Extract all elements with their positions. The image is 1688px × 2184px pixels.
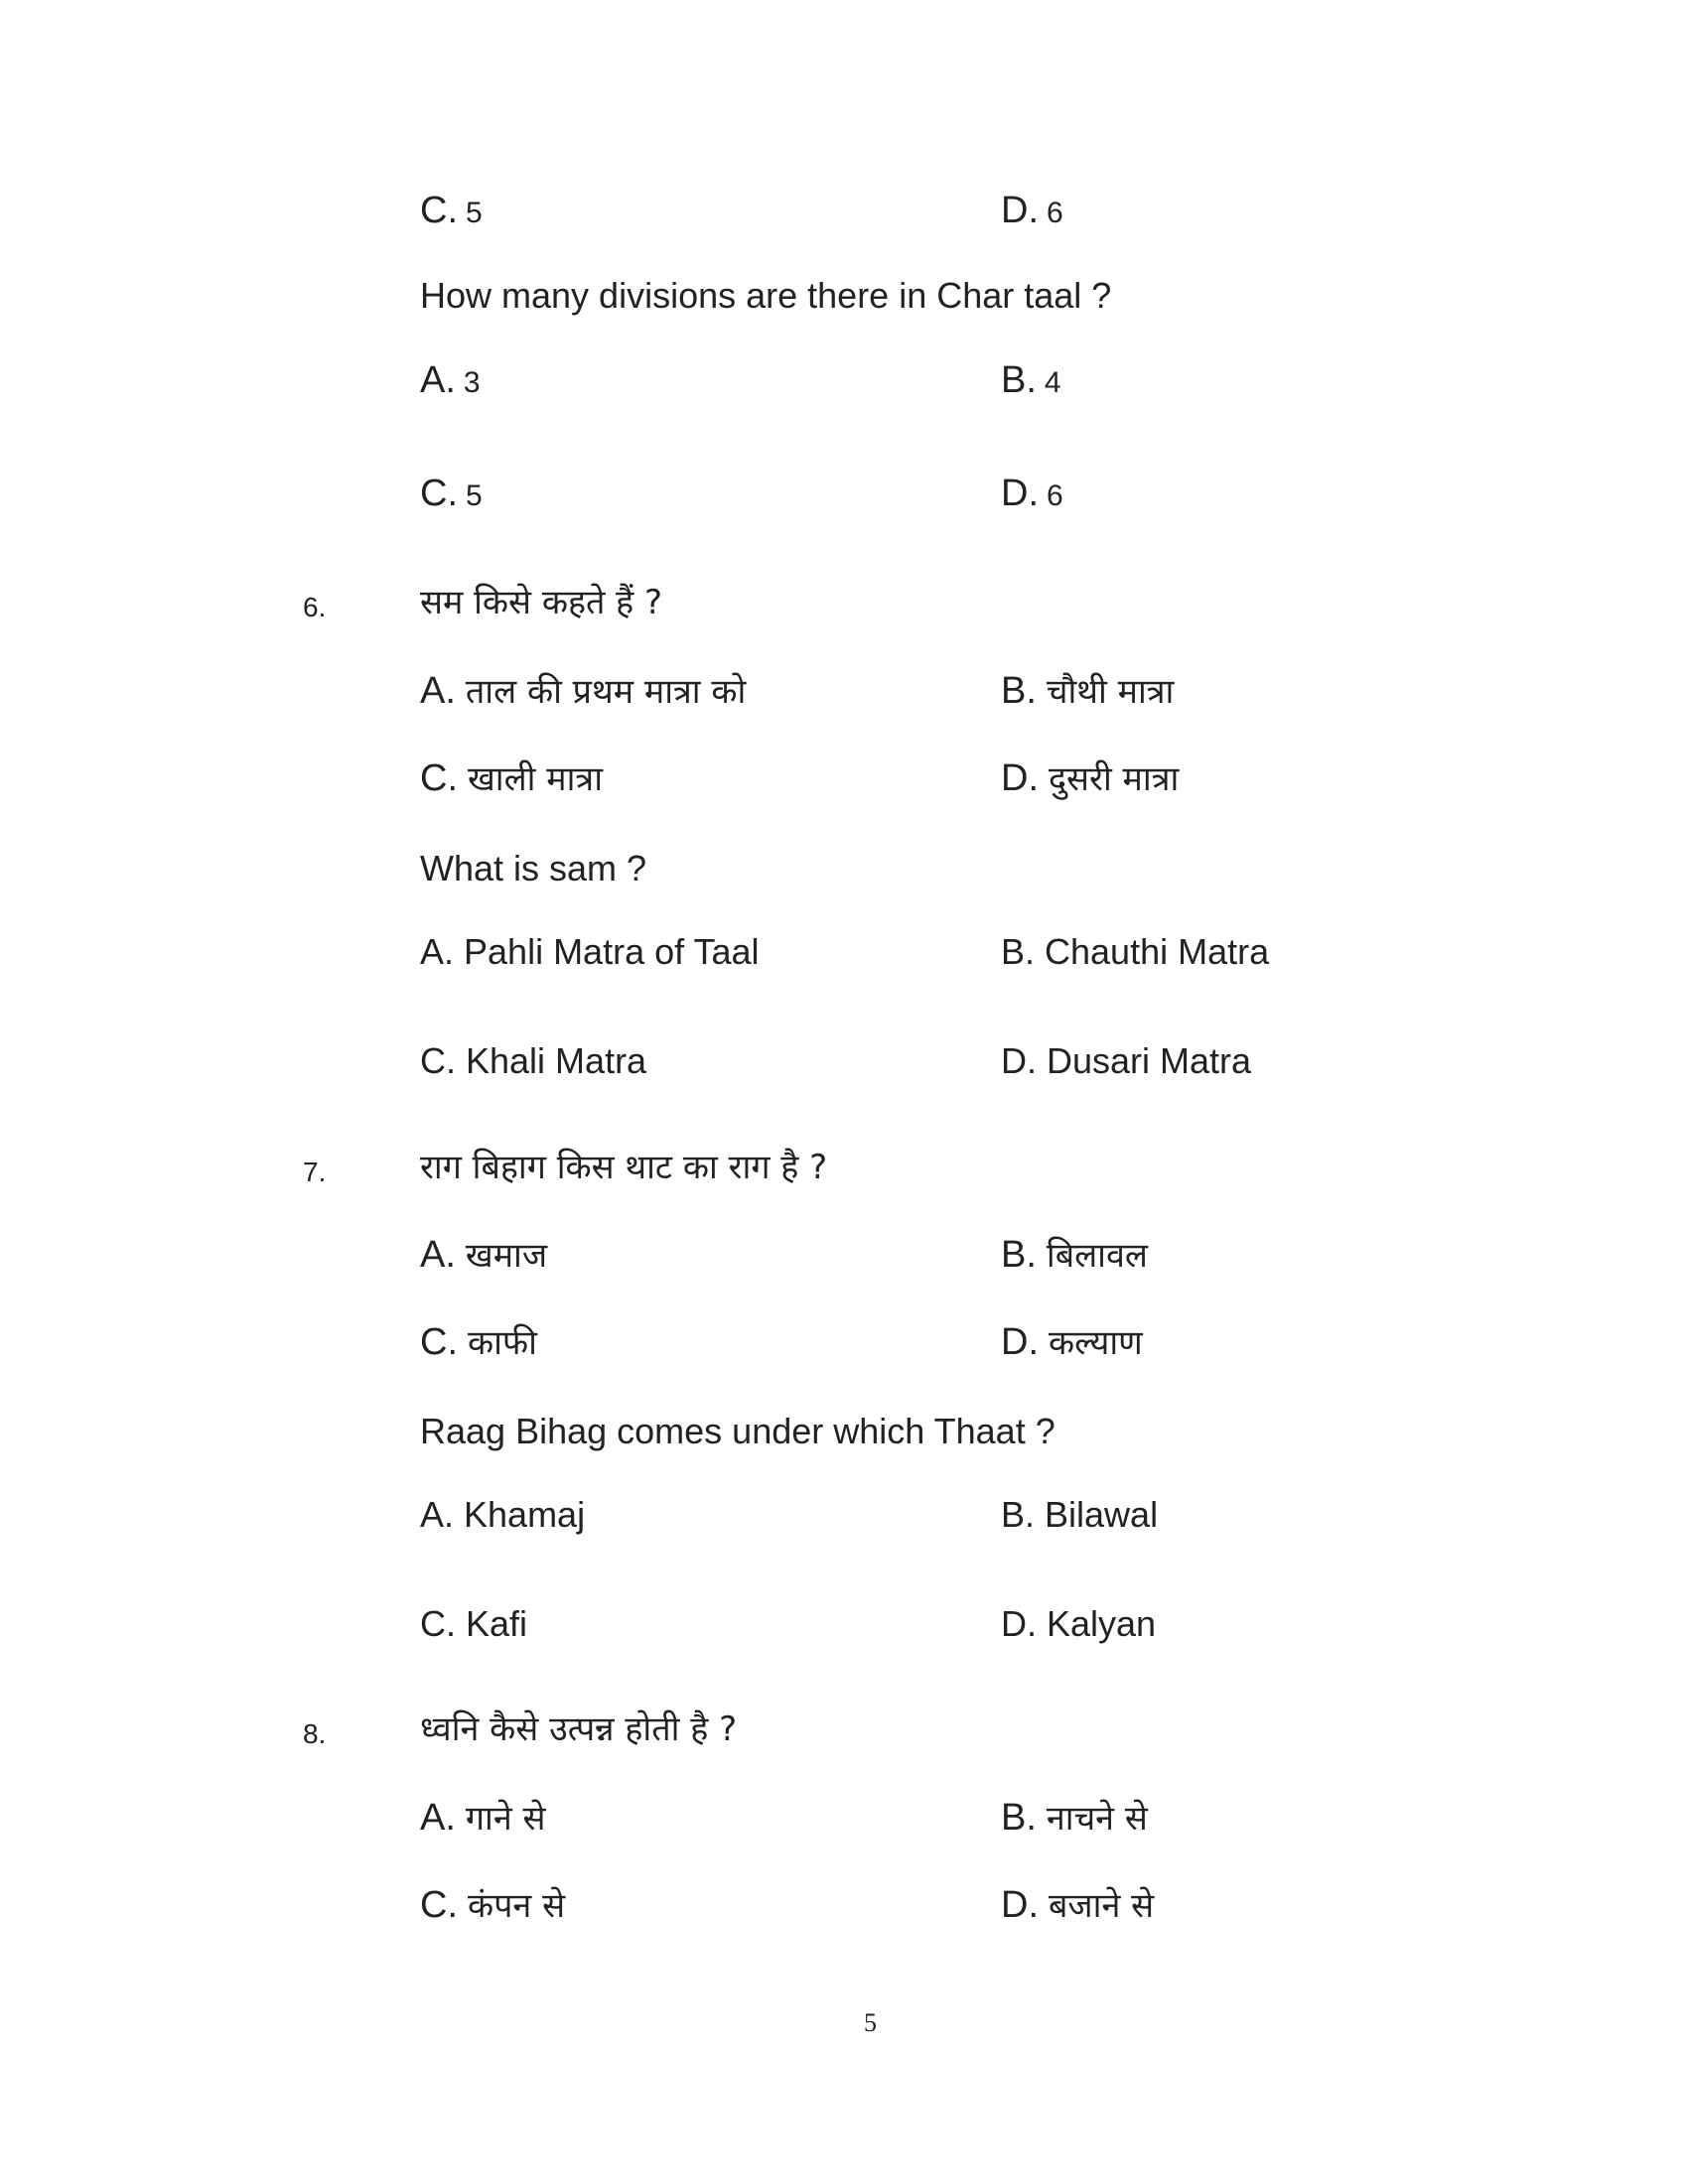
option-a: A. Pahli Matra of Taal (420, 931, 760, 972)
question-text-english: What is sam ? (420, 848, 647, 888)
option-text: 3 (463, 366, 481, 399)
option-b (1001, 361, 1061, 399)
option-b (1001, 672, 1174, 710)
option-text: कल्याण (1049, 1323, 1143, 1363)
option-letter: B. (1001, 1797, 1037, 1839)
option-text: 6 (1047, 479, 1063, 512)
option-d: D. Dusari Matra (1001, 1040, 1252, 1081)
option-d (1001, 1886, 1154, 1924)
option-letter: A. (420, 1797, 456, 1839)
option-b (1001, 1799, 1148, 1837)
option-text: 6 (1047, 197, 1063, 229)
question-text-hindi: राग बिहाग किस थाट का राग है ? (420, 1148, 828, 1187)
option-letter: C. (420, 1884, 458, 1926)
option-c (420, 1323, 537, 1361)
option-letter: C. (420, 190, 458, 231)
question-text-hindi: सम किसे कहते हैं ? (420, 583, 663, 622)
option-c (420, 759, 603, 797)
option-text: ताल की प्रथम मात्रा को (465, 672, 747, 712)
option-text: खमाज (465, 1236, 548, 1276)
option-a (420, 1236, 547, 1274)
option-letter: D. (1001, 190, 1039, 231)
option-text: काफी (468, 1323, 537, 1363)
question-text-english: Raag Bihag comes under which Thaat ? (420, 1411, 1055, 1451)
option-a (420, 1799, 546, 1837)
option-letter: D. (1001, 757, 1039, 799)
option-text: खाली मात्रा (468, 759, 603, 799)
option-text: 4 (1044, 366, 1061, 399)
option-b: B. Bilawal (1001, 1494, 1159, 1535)
option-text: बजाने से (1049, 1886, 1155, 1926)
option-text: दुसरी मात्रा (1049, 759, 1180, 799)
option-c (420, 192, 483, 229)
option-d (1001, 475, 1063, 512)
page-number: 5 (864, 2008, 877, 2037)
option-letter: B. (1001, 1234, 1037, 1276)
option-a (420, 361, 481, 399)
option-d (1001, 192, 1063, 229)
question-number: 6. (303, 592, 327, 622)
option-text: गाने से (465, 1799, 546, 1839)
option-text: 5 (466, 197, 483, 229)
option-letter: D. (1001, 473, 1039, 514)
option-letter: C. (420, 473, 458, 514)
option-c (420, 1886, 565, 1924)
question-text-english: How many divisions are there in Char taal ? (420, 275, 1112, 316)
option-letter: D. (1001, 1884, 1039, 1926)
question-number: 7. (303, 1157, 327, 1187)
option-letter: D. (1001, 1321, 1039, 1363)
option-b (1001, 1236, 1148, 1274)
option-letter: C. (420, 1321, 458, 1363)
option-letter: C. (420, 757, 458, 799)
option-text: कंपन से (468, 1886, 566, 1926)
option-a: A. Khamaj (420, 1494, 586, 1535)
option-text: बिलावल (1046, 1236, 1148, 1276)
option-text: चौथी मात्रा (1046, 672, 1175, 712)
option-d (1001, 1323, 1143, 1361)
option-text: नाचने से (1046, 1799, 1148, 1839)
option-d (1001, 759, 1179, 797)
option-a (420, 672, 746, 710)
option-letter: B. (1001, 359, 1037, 401)
option-letter: A. (420, 359, 456, 401)
option-d: D. Kalyan (1001, 1603, 1157, 1644)
option-text: 5 (466, 479, 483, 512)
option-c (420, 475, 483, 512)
option-letter: A. (420, 670, 456, 712)
question-number: 8. (303, 1718, 327, 1749)
option-letter: A. (420, 1234, 456, 1276)
option-c: C. Kafi (420, 1603, 528, 1644)
question-text-hindi: ध्वनि कैसे उत्पन्न होती है ? (420, 1709, 738, 1749)
option-letter: B. (1001, 670, 1037, 712)
option-c: C. Khali Matra (420, 1040, 647, 1081)
option-b: B. Chauthi Matra (1001, 931, 1270, 972)
